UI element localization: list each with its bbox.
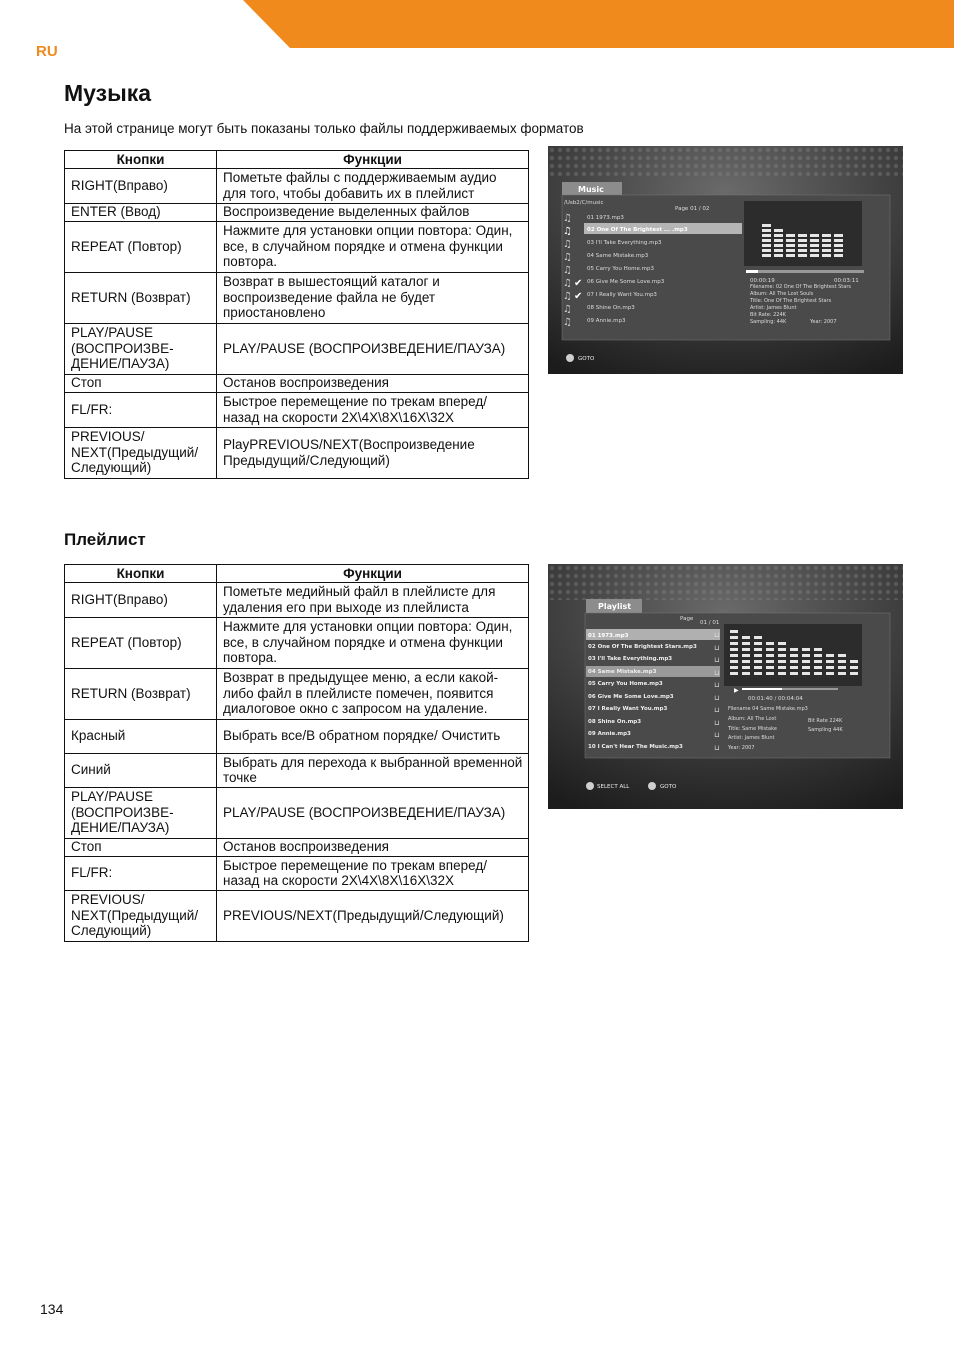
playlist-screen-image	[548, 564, 903, 809]
goto-key-icon	[566, 354, 574, 362]
playlist-item: 10 I Can't Hear The Music.mp3	[588, 744, 683, 750]
svg-text:⊔: ⊔	[714, 744, 720, 752]
function-cell: PLAY/PAUSE (ВОСПРОИЗВЕДЕНИЕ/ПАУЗА)	[217, 787, 529, 838]
info-line: Sampling: 44K	[750, 319, 787, 325]
button-cell: Красный	[65, 719, 217, 753]
button-cell: PLAY/PAUSE (ВОСПРОИЗВЕ-ДЕНИЕ/ПАУЗА)	[65, 323, 217, 374]
svg-text:⊔: ⊔	[714, 631, 720, 639]
svg-text:⊔: ⊔	[714, 694, 720, 702]
button-cell: ENTER (Ввод)	[65, 203, 217, 221]
playlist-item: 03 I'll Take Everything.mp3	[588, 656, 673, 662]
goto-label: GOTO	[660, 784, 677, 790]
svg-text:⊔: ⊔	[714, 644, 720, 652]
language-label: RU	[36, 43, 58, 60]
playlist-item: 09 Annie.mp3	[588, 731, 631, 737]
info-line: Year: 2007	[810, 319, 837, 325]
svg-text:♫: ♫	[563, 213, 572, 224]
function-cell: Выбрать для перехода к выбранной временной точке	[217, 753, 529, 787]
file-item: 05 Carry You Home.mp3	[587, 266, 654, 272]
function-cell: PLAY/PAUSE (ВОСПРОИЗВЕДЕНИЕ/ПАУЗА)	[217, 323, 529, 374]
time-elapsed: 00:00:19	[750, 278, 775, 284]
table-row	[65, 753, 529, 787]
svg-text:♫: ♫	[563, 252, 572, 263]
table-row	[65, 719, 529, 753]
table-row	[65, 668, 529, 719]
file-item: 01 1973.mp3	[587, 215, 624, 221]
function-cell: Быстрое перемещение по трекам вперед/назад на скорости 2X\4X\8X\16X\32X	[217, 392, 529, 427]
svg-text:⊔: ⊔	[714, 669, 720, 677]
file-item: 04 Same Mistake.mp3	[587, 253, 649, 259]
table-row	[65, 427, 529, 478]
button-cell: FL/FR:	[65, 856, 217, 890]
time-total: 00:03:11	[834, 278, 859, 284]
file-item: 03 I'll Take Everything.mp3	[587, 240, 662, 246]
svg-text:♫: ♫	[563, 278, 572, 289]
playlist-item: 08 Shine On.mp3	[588, 719, 642, 725]
info-line: Artist: James Blunt	[750, 305, 797, 311]
button-cell: REPEAT (Повтор)	[65, 617, 217, 668]
function-cell: Останов воспроизведения	[217, 374, 529, 392]
column-header-functions: Функции	[217, 151, 529, 169]
music-tab: Music	[578, 185, 604, 194]
button-cell: PREVIOUS/ NEXT(Предыдущий/ Следующий)	[65, 427, 217, 478]
svg-text:✔: ✔	[574, 291, 583, 302]
play-icon: ▶	[734, 687, 739, 694]
function-cell: Воспроизведение выделенных файлов	[217, 203, 529, 221]
file-item: 09 Annie.mp3	[587, 318, 626, 324]
table-row	[65, 323, 529, 374]
svg-text:⊔: ⊔	[714, 706, 720, 714]
playlist-item: 07 I Really Want You.mp3	[588, 706, 668, 712]
progress-bar	[746, 270, 864, 273]
playlist-item: 04 Same Mistake.mp3	[588, 669, 657, 675]
info-line: Year: 2007	[728, 745, 755, 751]
table-row	[65, 617, 529, 668]
info-line: Artist: James Blunt	[728, 735, 775, 741]
table-row	[65, 787, 529, 838]
button-cell: RIGHT(Вправо)	[65, 168, 217, 203]
info-line: Filename: 02 One Of The Brightest Stars	[750, 284, 851, 290]
header-accent-band	[0, 0, 954, 48]
function-cell: Выбрать все/В обратном порядке/ Очистить	[217, 719, 529, 753]
time-readout: 00:01:40 / 00:04:04	[748, 696, 803, 702]
function-cell: Нажмите для установки опции повтора: Один, все, в случайном порядке и отмена функции повтора.	[217, 617, 529, 668]
file-item: 07 I Really Want You.mp3	[587, 292, 657, 298]
file-item-selected: 02 One Of The Brightest ... .mp3	[587, 227, 688, 233]
function-cell: Возврат в предыдущее меню, а если какой-либо файл в плейлисте помечен, появится диалоговое окно с запросом на удаление.	[217, 668, 529, 719]
table-row	[65, 582, 529, 617]
button-cell: RIGHT(Вправо)	[65, 582, 217, 617]
button-cell: Стоп	[65, 838, 217, 856]
info-line: Bit Rate 224K	[808, 718, 843, 724]
function-cell: PlayPREVIOUS/NEXT(Воспроизведение Предыдущий/Следующий)	[217, 427, 529, 478]
playlist-item: 05 Carry You Home.mp3	[588, 681, 663, 687]
function-cell: Нажмите для установки опции повтора: Один, все, в случайном порядке и отмена функции повтора.	[217, 221, 529, 272]
music-buttons-table	[64, 150, 529, 479]
intro-text: На этой странице могут быть показаны только файлы поддерживаемых форматов	[64, 121, 584, 136]
function-cell: Возврат в вышестоящий каталог и воспроизведение файла не будет приостановлено	[217, 272, 529, 323]
function-cell: Быстрое перемещение по трекам вперед/назад на скорости 2X\4X\8X\16X\32X	[217, 856, 529, 890]
table-row	[65, 392, 529, 427]
button-cell: REPEAT (Повтор)	[65, 221, 217, 272]
button-cell: PREVIOUS/ NEXT(Предыдущий/ Следующий)	[65, 890, 217, 941]
file-item: 06 Give Me Some Love.mp3	[587, 279, 665, 285]
info-line: Title: Same Mistake	[728, 726, 777, 732]
button-cell: Синий	[65, 753, 217, 787]
svg-text:⊔: ⊔	[714, 681, 720, 689]
svg-text:♫: ♫	[563, 239, 572, 250]
section-title-playlist: Плейлист	[64, 530, 146, 549]
function-cell: Пометьте файлы с поддерживаемым аудио для того, чтобы добавить их в плейлист	[217, 168, 529, 203]
table-header-row	[65, 565, 529, 583]
svg-text:♫: ♫	[563, 291, 572, 302]
info-line: Title: One Of The Brightest Stars	[750, 298, 832, 304]
info-line: Filename 04 Same Mistake.mp3	[728, 706, 808, 712]
playlist-buttons-table	[64, 564, 529, 942]
table-row	[65, 856, 529, 890]
svg-text:♫: ♫	[563, 304, 572, 315]
table-row	[65, 168, 529, 203]
file-item: 08 Shine On.mp3	[587, 305, 635, 311]
page-label: Page	[680, 616, 694, 622]
playlist-item: 02 One Of The Brightest Stars.mp3	[588, 644, 697, 650]
table-row	[65, 272, 529, 323]
svg-text:✔: ✔	[574, 278, 583, 289]
button-cell: FL/FR:	[65, 392, 217, 427]
path-label: /Usb2/C/music	[564, 200, 604, 206]
playlist-item: 06 Give Me Some Love.mp3	[588, 694, 674, 700]
info-line: Album: All The Lost Souls	[750, 291, 814, 297]
column-header-functions: Функции	[217, 565, 529, 583]
select-all-key-icon	[586, 782, 594, 790]
info-line: Bit Rate: 224K	[750, 312, 786, 318]
page-indicator: 01 / 01	[700, 620, 720, 626]
playlist-tab: Playlist	[598, 602, 632, 611]
svg-text:♫: ♫	[563, 317, 572, 328]
svg-text:⊔: ⊔	[714, 719, 720, 727]
table-row	[65, 890, 529, 941]
goto-key-icon	[648, 782, 656, 790]
column-header-buttons: Кнопки	[65, 565, 217, 583]
svg-text:⊔: ⊔	[714, 731, 720, 739]
playlist-item-selected: 01 1973.mp3	[588, 633, 629, 639]
svg-text:♫: ♫	[563, 265, 572, 276]
table-row	[65, 374, 529, 392]
column-header-buttons: Кнопки	[65, 151, 217, 169]
svg-text:♫: ♫	[563, 226, 572, 237]
page-number: 134	[40, 1301, 64, 1317]
button-cell: PLAY/PAUSE (ВОСПРОИЗВЕ-ДЕНИЕ/ПАУЗА)	[65, 787, 217, 838]
button-cell: RETURN (Возврат)	[65, 668, 217, 719]
select-all-label: SELECT ALL	[597, 784, 630, 790]
page-indicator: Page 01 / 02	[675, 206, 710, 212]
svg-text:⊔: ⊔	[714, 656, 720, 664]
table-row	[65, 203, 529, 221]
function-cell: Пометьте медийный файл в плейлисте для удаления его при выходе из плейлиста	[217, 582, 529, 617]
page-title: Музыка	[64, 80, 152, 106]
music-note-icon	[563, 213, 572, 328]
function-cell: PREVIOUS/NEXT(Предыдущий/Следующий)	[217, 890, 529, 941]
info-line: Album: All The Lost	[728, 716, 777, 722]
button-cell: RETURN (Возврат)	[65, 272, 217, 323]
goto-label: GOTO	[578, 356, 595, 362]
function-cell: Останов воспроизведения	[217, 838, 529, 856]
info-line: Sampling 44K	[808, 727, 843, 733]
table-row	[65, 838, 529, 856]
button-cell: Стоп	[65, 374, 217, 392]
table-header-row	[65, 151, 529, 169]
table-row	[65, 221, 529, 272]
music-screen-image	[548, 146, 903, 374]
